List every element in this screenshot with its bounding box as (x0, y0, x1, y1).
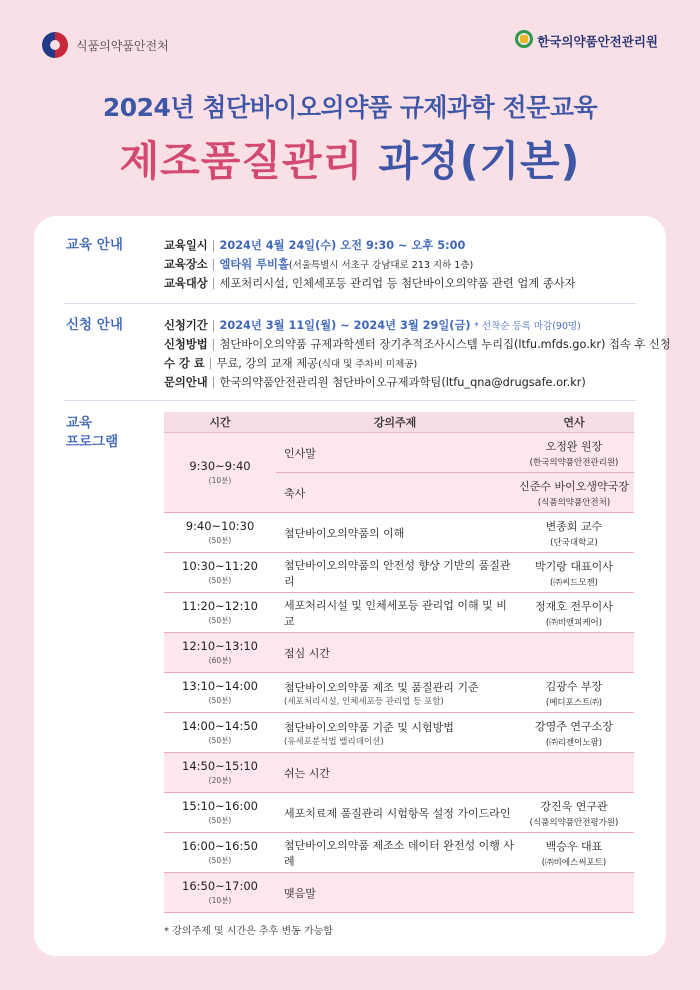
speaker-org: (메디포스트㈜) (545, 697, 603, 708)
subtitle-part2: 과정(기본) (378, 137, 581, 185)
apply-method-key: 신청방법 (164, 338, 208, 351)
topic-cell (276, 713, 514, 753)
time-value: 12:10~13:10 (182, 639, 258, 653)
speaker-name: 오정완 원장 (545, 439, 603, 453)
duration-value: (50분) (208, 696, 232, 705)
topic-cell: 인사말 (276, 433, 514, 473)
edu-place-address: (서울특별시 서초구 강남대로 213 지하 1층) (288, 260, 474, 271)
time-cell (164, 673, 276, 713)
apply-fee-row: 수 강 료 | 무료, 강의 교재 제공(식대 및 주차비 미제공) (164, 357, 418, 370)
time-value: 14:00~14:50 (182, 719, 258, 733)
apply-section-label: 신청 안내 (66, 317, 123, 333)
taegeuk-icon (42, 32, 68, 58)
duration-value: (50분) (208, 536, 232, 545)
speaker-org: (한국의약품안전관리원) (529, 457, 619, 468)
speaker-cell (514, 713, 634, 753)
time-cell (164, 553, 276, 593)
speaker-org: (식품의약품안전처) (537, 497, 611, 508)
speaker-org: (단국대학교) (550, 537, 598, 548)
speaker-cell (514, 593, 634, 633)
speaker-cell (514, 673, 634, 713)
duration-value: (20분) (208, 776, 232, 785)
apply-fee-key: 수 강 료 (164, 357, 205, 370)
speaker-cell (514, 553, 634, 593)
apply-method-value: 첨단바이오의약품 규제과학센터 장기추적조사시스템 누리집(ltfu.mfds.go.kr) 접속 후 신청 (219, 338, 671, 351)
header-speaker: 연사 (514, 412, 634, 433)
time-cell (164, 593, 276, 633)
speaker-cell (514, 793, 634, 833)
education-section-label: 교육 안내 (66, 237, 123, 253)
apply-period-note: * 선착순 등록 마감(90명) (474, 321, 581, 332)
speaker-org: (식품의약품안전평가원) (529, 817, 619, 828)
duration-value: (50분) (208, 816, 232, 825)
topic-cell: 축사 (276, 473, 514, 513)
table-row (164, 833, 634, 873)
time-value: 9:40~10:30 (185, 519, 255, 533)
time-cell (164, 793, 276, 833)
program-label-line2: 프로그램 (66, 434, 119, 450)
time-value: 16:00~16:50 (182, 839, 258, 853)
time-cell (164, 633, 276, 673)
table-row (164, 673, 634, 713)
page-subtitle (0, 128, 700, 187)
edu-place-value: 엘타워 루비홀 (219, 258, 289, 271)
speaker-org: (㈜씨드모젠) (550, 577, 598, 588)
speaker-name: 강진욱 연구관 (540, 799, 608, 813)
duration-value: (10분) (208, 476, 232, 485)
table-row (164, 753, 634, 793)
time-cell (164, 433, 276, 513)
edu-place-row: 교육장소 | 엘타워 루비홀(서울특별시 서초구 강남대로 213 지하 1층) (164, 258, 474, 271)
subtitle-part1: 제조품질관리 (119, 137, 364, 185)
apply-period-row: 신청기간 | 2024년 3월 11일(월) ~ 2024년 3월 29일(금) * 선착순 등록 마감(90명) (164, 319, 581, 332)
program-footnote: * 강의주제 및 시간은 추후 변동 가능함 (164, 926, 333, 937)
time-cell (164, 513, 276, 553)
speaker-name: 강영주 연구소장 (535, 719, 613, 733)
time-value: 16:50~17:00 (182, 879, 258, 893)
gov-logo (42, 32, 169, 58)
speaker-name: 정재호 전무이사 (535, 599, 613, 613)
time-value: 15:10~16:00 (182, 799, 258, 813)
duration-value: (50분) (208, 736, 232, 745)
speaker-cell (514, 473, 634, 513)
speaker-name: 김광수 부장 (545, 679, 603, 693)
apply-period-value: 2024년 3월 11일(월) ~ 2024년 3월 29일(금) (219, 319, 471, 332)
edu-target-row: 교육대상 | 세포처리시설, 인체세포등 관리업 등 첨단바이오의약품 관련 업계 종사자 (164, 277, 576, 290)
institute-logo (515, 30, 658, 52)
table-row (164, 433, 634, 473)
section-divider (64, 400, 636, 401)
program-table (164, 412, 634, 913)
topic-cell: 점심 시간 (276, 633, 634, 673)
apply-info (164, 316, 671, 392)
edu-date-value: 2024년 4월 24일(수) 오전 9:30 ~ 오후 5:00 (219, 239, 466, 252)
speaker-org: (㈜비에스써포트) (541, 857, 607, 868)
time-cell (164, 753, 276, 793)
speaker-name: 백승우 대표 (545, 839, 603, 853)
table-row (164, 873, 634, 913)
education-info (164, 236, 576, 293)
duration-value: (50분) (208, 576, 232, 585)
apply-period-key: 신청기간 (164, 319, 208, 332)
edu-target-value: 세포처리시설, 인체세포등 관리업 등 첨단바이오의약품 관련 업계 종사자 (219, 277, 576, 290)
info-card (34, 216, 671, 956)
edu-target-key: 교육대상 (164, 277, 208, 290)
apply-contact-key: 문의안내 (164, 376, 208, 389)
apply-fee-value: 무료, 강의 교재 제공 (216, 357, 319, 370)
speaker-cell (514, 833, 634, 873)
topic-title: 첨단바이오의약품 기준 및 시험방법 (284, 720, 454, 734)
section-divider (64, 303, 636, 304)
topic-cell: 세포처리시설 및 인체세포등 관리업 이해 및 비교 (276, 593, 514, 633)
header-bar (42, 30, 658, 60)
topic-cell: 첨단바이오의약품 제조소 데이터 완전성 이행 사례 (276, 833, 514, 873)
time-value: 14:50~15:10 (182, 759, 258, 773)
topic-cell (276, 673, 514, 713)
topic-title: 첨단바이오의약품 제조 및 품질관리 기준 (284, 680, 479, 694)
topic-cell: 첨단바이오의약품의 안전성 향상 기반의 품질관리 (276, 553, 514, 593)
time-value: 9:30~9:40 (189, 459, 251, 473)
table-row (164, 553, 634, 593)
time-cell (164, 873, 276, 913)
institute-name: 한국의약품안전관리원 (537, 34, 658, 49)
duration-value: (60분) (208, 656, 232, 665)
speaker-name: 신준수 바이오생약국장 (519, 479, 629, 493)
apply-contact-value: 한국의약품안전관리원 첨단바이오규제과학팀(ltfu_qna@drugsafe.or.kr) (219, 376, 586, 389)
edu-date-row: 교육일시 | 2024년 4월 24일(수) 오전 9:30 ~ 오후 5:00 (164, 239, 466, 252)
table-row (164, 513, 634, 553)
apply-fee-note: (식대 및 주차비 미제공) (318, 359, 418, 370)
speaker-cell (514, 433, 634, 473)
topic-subtitle: (세포처리시설, 인체세포등 관리업 등 포함) (284, 696, 444, 707)
institute-emblem-icon (515, 30, 533, 52)
time-value: 11:20~12:10 (182, 599, 258, 613)
speaker-cell (514, 513, 634, 553)
header-topic: 강의주제 (276, 412, 514, 433)
page-title: 2024년 첨단바이오의약품 규제과학 전문교육 (102, 93, 598, 122)
duration-value: (50분) (208, 856, 232, 865)
gov-name: 식품의약품안전처 (76, 38, 169, 53)
time-cell (164, 833, 276, 873)
apply-method-row: 신청방법 | 첨단바이오의약품 규제과학센터 장기추적조사시스템 누리집(ltfu.mfds.go.kr) 접속 후 신청 (164, 338, 671, 351)
speaker-org: (㈜비앤피케어) (545, 617, 603, 628)
topic-subtitle: (유세포분석법 밸리데이션) (284, 736, 384, 747)
duration-value: (10분) (208, 896, 232, 905)
speaker-org: (㈜리젠이노팜) (545, 737, 603, 748)
edu-date-key: 교육일시 (164, 239, 208, 252)
header-time: 시간 (164, 412, 276, 433)
topic-cell: 세포치료제 품질관리 시험항목 설정 가이드라인 (276, 793, 514, 833)
edu-place-key: 교육장소 (164, 258, 208, 271)
speaker-name: 변종회 교수 (545, 519, 603, 533)
program-label-line1: 교육 (66, 415, 93, 431)
table-header-row (164, 412, 634, 433)
time-cell (164, 713, 276, 753)
time-value: 13:10~14:00 (182, 679, 258, 693)
duration-value: (50분) (208, 616, 232, 625)
table-row (164, 713, 634, 753)
apply-contact-row: 문의안내 | 한국의약품안전관리원 첨단바이오규제과학팀(ltfu_qna@drugsafe.or.kr) (164, 376, 586, 389)
program-section-label (66, 414, 118, 452)
table-row (164, 633, 634, 673)
topic-cell: 쉬는 시간 (276, 753, 634, 793)
speaker-name: 박기랑 대표이사 (535, 559, 613, 573)
table-row (164, 793, 634, 833)
topic-cell: 첨단바이오의약품의 이해 (276, 513, 514, 553)
topic-cell: 맺음말 (276, 873, 634, 913)
table-row (164, 593, 634, 633)
time-value: 10:30~11:20 (182, 559, 258, 573)
